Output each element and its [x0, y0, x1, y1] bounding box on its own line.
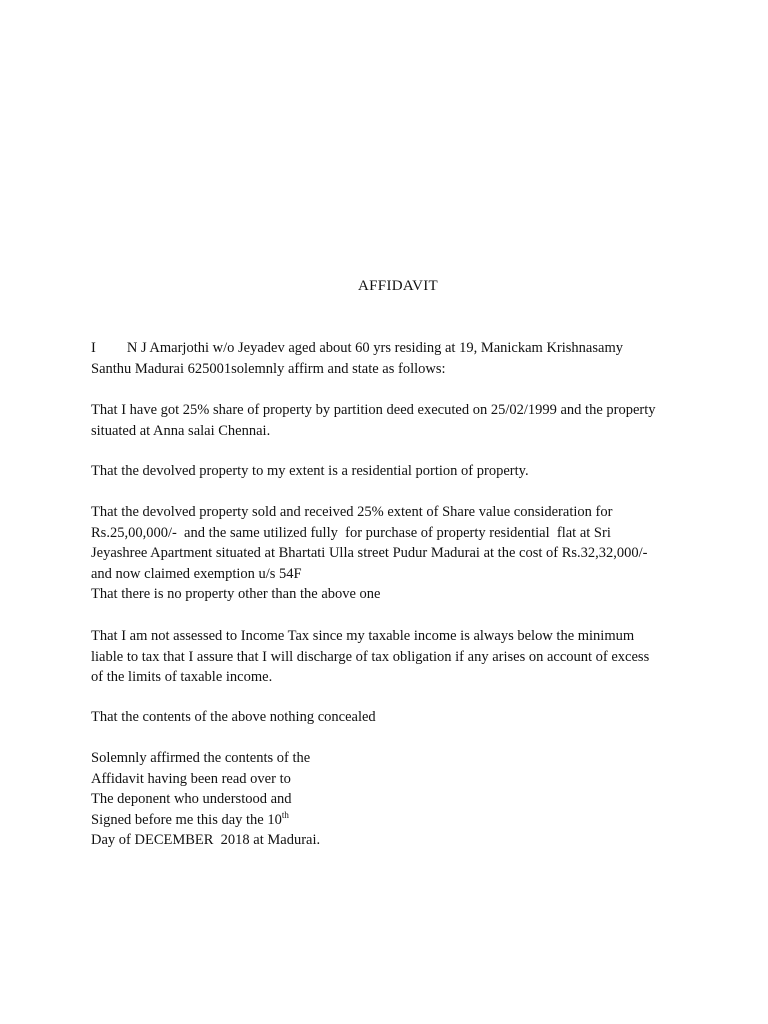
tax-paragraph — [91, 626, 731, 688]
tax-line-3: of the limits of taxable income. — [91, 669, 273, 685]
devolved-paragraph — [91, 461, 731, 482]
sold-line-5: That there is no property other than the above one — [91, 586, 381, 602]
sold-line-1: That the devolved property sold and received 25% extent of Share value consideration for — [91, 504, 613, 520]
attestation-block — [91, 748, 731, 851]
attestation-line-5: Day of DECEMBER 2018 at Madurai. — [91, 832, 321, 848]
sold-line-4: and now claimed exemption u/s 54F — [91, 565, 302, 582]
intro-line-2: Santhu Madurai 625001solemnly affirm and state as follows: — [91, 360, 446, 377]
intro-paragraph — [91, 338, 731, 379]
affidavit-title: AFFIDAVIT — [358, 278, 438, 294]
sold-paragraph — [91, 502, 731, 605]
attestation-line-1: Solemnly affirmed the contents of the — [91, 750, 311, 766]
tax-line-1: That I am not assessed to Income Tax since my taxable income is always below the minimum — [91, 628, 635, 644]
sold-line-2: Rs.25,00,000/- and the same utilized fully for purchase of property residential flat at Sri — [91, 524, 611, 541]
ordinal-suffix: th — [281, 809, 289, 820]
attestation-line-4-text: Signed before me this day the 10 — [91, 811, 282, 828]
tax-line-2: liable to tax that I assure that I will discharge of tax obligation if any arises on account of excess — [91, 648, 650, 665]
contents-line-1: That the contents of the above nothing concealed — [91, 709, 376, 725]
share-line-1: That I have got 25% share of property by partition deed executed on 25/02/1999 and the property — [91, 402, 656, 418]
intro-line-1 — [91, 338, 731, 359]
intro-pronoun: I — [91, 340, 96, 356]
attestation-line-2: Affidavit having been read over to — [91, 770, 291, 787]
attestation-line-4 — [91, 810, 731, 831]
share-line-2: situated at Anna salai Chennai. — [91, 422, 271, 439]
sold-line-3: Jeyashree Apartment situated at Bhartati Ulla street Pudur Madurai at the cost of Rs.32,32,000/- — [91, 545, 648, 561]
attestation-line-3: The deponent who understood and — [91, 791, 292, 807]
contents-paragraph — [91, 707, 731, 728]
intro-line-1-text: N J Amarjothi w/o Jeyadev aged about 60 yrs residing at 19, Manickam Krishnasamy — [126, 340, 623, 356]
share-paragraph — [91, 400, 731, 441]
devolved-line-1: That the devolved property to my extent is a residential portion of property. — [91, 463, 529, 479]
